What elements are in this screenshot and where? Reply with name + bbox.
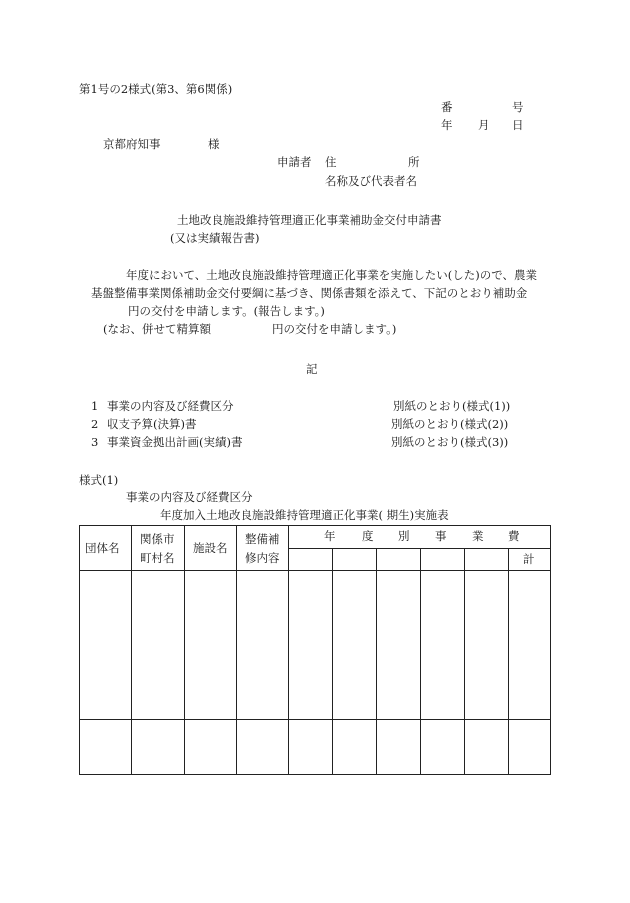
form1-label: 様式(1): [79, 473, 119, 487]
table-divider: [80, 719, 550, 720]
item-label-1: 事業の内容及び経費区分: [107, 399, 234, 413]
number-label: 番: [441, 100, 453, 114]
body-line-4a: (なお、併せて精算額: [103, 322, 211, 336]
header-total: 計: [523, 552, 535, 566]
representative-label: 名称及び代表者名: [325, 174, 417, 188]
header-repair-2: 修内容: [245, 551, 280, 565]
table-divider: [131, 526, 132, 774]
body-line-1: 年度において、土地改良施設維持管理適正化事業を実施したい(した)ので、農業: [126, 268, 538, 282]
table-divider: [376, 548, 377, 774]
table-divider: [508, 548, 509, 774]
header-yearly-1: 年: [324, 529, 336, 543]
header-yearly-3: 別: [398, 529, 410, 543]
header-yearly-4: 事: [435, 529, 447, 543]
header-repair-1: 整備補: [245, 532, 280, 546]
document-title: 土地改良施設維持管理適正化事業補助金交付申請書: [177, 213, 442, 227]
item-ref-3: 別紙のとおり(様式(3)): [391, 435, 509, 449]
item-label-2: 収支予算(決算)書: [107, 417, 197, 431]
document-subtitle: (又は実績報告書): [170, 231, 260, 245]
table-divider: [332, 548, 333, 774]
date-year: 年: [441, 118, 453, 132]
addressee: 京都府知事: [103, 137, 161, 151]
body-line-3: 円の交付を申請します。(報告します。): [128, 304, 325, 318]
item-no-3: 3: [91, 435, 99, 449]
item-no-1: 1: [91, 399, 99, 413]
form1-subtitle: 事業の内容及び経費区分: [126, 490, 253, 504]
table-divider: [420, 548, 421, 774]
table-divider: [288, 526, 289, 774]
table-divider: [288, 548, 550, 549]
form-number: 第1号の2様式(第3、第6関係): [79, 82, 233, 96]
item-ref-1: 別紙のとおり(様式(1)): [393, 399, 511, 413]
address-label-1: 住: [325, 155, 337, 169]
header-yearly-2: 度: [362, 529, 374, 543]
header-municipality-1: 関係市: [140, 532, 175, 546]
table-divider: [236, 526, 237, 774]
table-divider: [464, 548, 465, 774]
number-suffix: 号: [512, 100, 524, 114]
date-month: 月: [478, 118, 490, 132]
honorific: 様: [208, 137, 220, 151]
address-label-2: 所: [408, 155, 420, 169]
body-line-2: 基盤整備事業関係補助金交付要綱に基づき、関係書類を添えて、下記のとおり補助金: [91, 286, 528, 300]
header-facility: 施設名: [193, 541, 228, 555]
header-yearly-6: 費: [508, 529, 520, 543]
implementation-table: [79, 525, 551, 775]
applicant-label: 申請者: [277, 155, 312, 169]
item-no-2: 2: [91, 417, 99, 431]
item-ref-2: 別紙のとおり(様式(2)): [391, 417, 509, 431]
header-yearly-5: 業: [472, 529, 484, 543]
ki-label: 記: [306, 362, 318, 376]
body-line-4b: 円の交付を申請します。): [272, 322, 397, 336]
table-divider: [80, 570, 550, 571]
date-day: 日: [512, 118, 524, 132]
item-label-3: 事業資金拠出計画(実績)書: [107, 435, 243, 449]
header-municipality-2: 町村名: [140, 551, 175, 565]
header-organization: 団体名: [85, 541, 120, 555]
form1-table-title: 年度加入土地改良施設維持管理適正化事業( 期生)実施表: [160, 508, 449, 522]
table-divider: [184, 526, 185, 774]
